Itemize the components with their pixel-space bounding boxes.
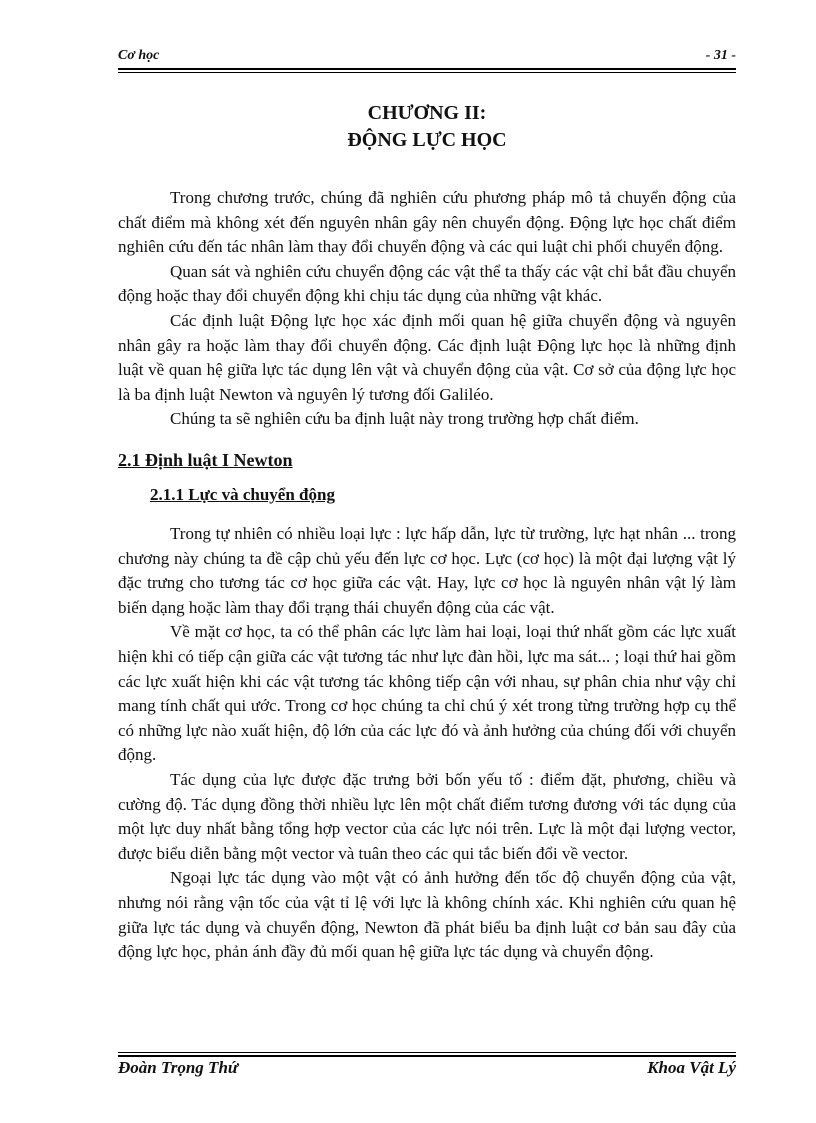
paragraph: Tác dụng của lực được đặc trưng bởi bốn yếu tố : điểm đặt, phương, chiều và cường độ. Tác dụng đồng thời nhiều lực lên một chất điểm tương đương với tác dụng của một lực duy nhất bằng tổng hợp vector của các lực nói trên. Lực là một đại lượng vector, được biểu diễn bằng một vector và tuân theo các qui tắc biến đổi về vector. [118,769,736,863]
subsection-heading: 2.1.1 Lực và chuyển động [150,485,335,504]
intro-section [118,186,736,432]
paragraph: Quan sát và nghiên cứu chuyển động các vật thể ta thấy các vật chỉ bắt đầu chuyển động hoặc thay đổi chuyển động khi chịu tác dụng của những vật khác. [118,261,736,306]
main-section [118,522,736,965]
paragraph: Về mặt cơ học, ta có thể phân các lực làm hai loại, loại thứ nhất gồm các lực xuất hiện khi có tiếp cận giữa các vật tương tác như lực đàn hồi, lực ma sát... ; loại thứ hai gồm các lực xuất hiện khi các vật tương tác không tiếp cận với nhau, sự phân chia như vậy chỉ mang tính chất qui ước. Trong cơ học chúng ta chỉ chú ý xét trong từng trường hợp cụ thể có những lực nào xuất hiện, độ lớn của các lực đó và ảnh hưởng của chúng đối với chuyển động. [118,622,736,765]
chapter-title: ĐỘNG LỰC HỌC [347,129,507,151]
paragraph: Ngoại lực tác dụng vào một vật có ảnh hưởng đến tốc độ chuyển động của vật, nhưng nói rằng vận tốc của vật tỉ lệ với lực là không chính xác. Khi nghiên cứu quan hệ giữa lực tác dụng và chuyển động, Newton đã phát biểu ba định luật cơ bản sau đây của động lực học, phản ánh đầy đủ mối quan hệ giữa lực tác dụng và chuyển động. [118,868,736,962]
paragraph: Chúng ta sẽ nghiên cứu ba định luật này trong trường hợp chất điểm. [170,409,639,429]
header-divider [118,68,736,73]
page-header [118,48,736,68]
paragraph: Trong tự nhiên có nhiều loại lực : lực hấp dẫn, lực từ trường, lực hạt nhân ... trong chương này chúng ta đề cập chủ yếu đến lực cơ học. Lực (cơ học) là một đại lượng vật lý đặc trưng cho tương tác cơ học giữa các vật. Hay, lực cơ học là nguyên nhân vật lý làm biến dạng hoặc làm thay đổi trạng thái chuyển động của các vật. [118,524,736,617]
footer-department: Khoa Vật Lý [647,1058,736,1077]
header-subject: Cơ học [118,48,160,63]
footer-divider [118,1052,736,1057]
paragraph: Các định luật Động lực học xác định mối quan hệ giữa chuyển động và nguyên nhân gây ra hoặc làm thay đổi chuyển động. Các định luật Động lực học là những định luật về quan hệ giữa lực tác dụng lên vật và chuyển động của vật. Cơ sở của động lực học là ba định luật Newton và nguyên lý tương đối Galiléo. [118,310,736,404]
footer-author: Đoàn Trọng Thứ [118,1058,239,1077]
page-number: - 31 - [705,48,736,63]
section-heading: 2.1 Định luật I Newton [118,450,293,470]
chapter-number: CHƯƠNG II: [367,102,487,124]
page-footer [118,1058,736,1082]
paragraph: Trong chương trước, chúng đã nghiên cứu phương pháp mô tả chuyển động của chất điểm mà không xét đến nguyên nhân gây nên chuyển động. Động lực học chất điểm nghiên cứu đến tác nhân làm thay đổi chuyển động và các qui luật chi phối chuyển động. [118,188,736,257]
